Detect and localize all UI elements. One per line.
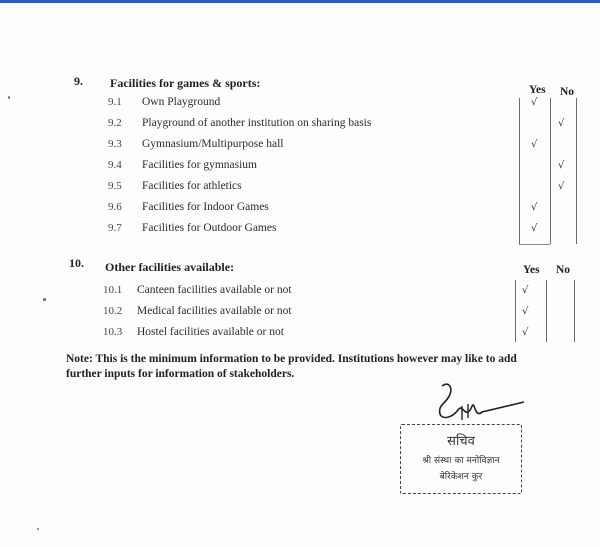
yes-tick-mark: √ <box>531 139 538 150</box>
section-9-yes-header: Yes <box>529 84 546 96</box>
section-10-grid-left <box>515 280 516 342</box>
item-label: Medical facilities available or not <box>137 305 292 317</box>
item-label: Own Playground <box>142 96 221 108</box>
item-number: 9.5 <box>108 180 122 192</box>
yes-tick-mark: √ <box>531 202 538 213</box>
item-number: 10.3 <box>103 326 123 338</box>
section-9-number: 9. <box>74 74 83 88</box>
item-number: 9.4 <box>108 159 122 171</box>
no-tick-mark: √ <box>558 118 565 129</box>
no-tick-mark: √ <box>558 160 565 171</box>
section-10-yes-header: Yes <box>523 264 540 276</box>
stamp-line-3: बेरिकेशन कुर <box>439 472 483 482</box>
stamp-line-1: सचिव <box>447 434 475 449</box>
yes-tick-mark: √ <box>522 327 529 338</box>
section-10-grid-right <box>574 280 575 342</box>
item-label: Facilities for Indoor Games <box>142 201 269 213</box>
item-label: Gymnasium/Multipurpose hall <box>142 138 284 150</box>
yes-tick-mark: √ <box>522 306 529 317</box>
scan-speck <box>37 528 39 530</box>
section-9-grid-left <box>519 98 520 244</box>
section-9-grid-bottom <box>519 244 550 245</box>
item-label: Facilities for athletics <box>142 180 242 192</box>
stamp-line-2: श्री संस्था का मनोविज्ञान <box>422 456 500 466</box>
section-9-grid-middle <box>550 98 551 244</box>
item-label: Facilities for gymnasium <box>142 159 257 171</box>
item-number: 9.2 <box>108 117 122 129</box>
item-label: Playground of another institution on sharing basis <box>142 117 372 129</box>
item-label: Hostel facilities available or not <box>137 326 284 338</box>
section-10-no-header: No <box>556 264 571 276</box>
yes-tick-mark: √ <box>522 285 529 296</box>
official-stamp <box>400 424 522 494</box>
item-number: 10.1 <box>103 284 123 296</box>
yes-tick-mark: √ <box>531 223 538 234</box>
scan-top-edge <box>0 0 600 3</box>
item-number: 9.7 <box>108 222 122 234</box>
section-9-grid-right <box>576 98 577 244</box>
section-9-title: Facilities for games & sports: <box>110 76 261 90</box>
item-label: Canteen facilities available or not <box>137 284 292 296</box>
note-line-2: further inputs for information of stakeholders. <box>66 368 295 380</box>
item-number: 9.3 <box>108 138 122 150</box>
section-10-grid-middle <box>546 280 547 342</box>
item-number: 9.6 <box>108 201 122 213</box>
signature-mark <box>428 376 538 426</box>
yes-tick-mark: √ <box>531 97 538 108</box>
note-line-1: Note: This is the minimum information to be provided. Institutions however may like to add <box>66 353 517 365</box>
scan-speck <box>8 96 10 99</box>
section-10-title: Other facilities available: <box>105 260 235 274</box>
scan-speck <box>43 298 46 301</box>
section-10-number: 10. <box>69 256 84 270</box>
section-9-no-header: No <box>560 86 575 98</box>
item-number: 10.2 <box>103 305 123 317</box>
no-tick-mark: √ <box>558 181 565 192</box>
item-number: 9.1 <box>108 96 122 108</box>
item-label: Facilities for Outdoor Games <box>142 222 277 234</box>
